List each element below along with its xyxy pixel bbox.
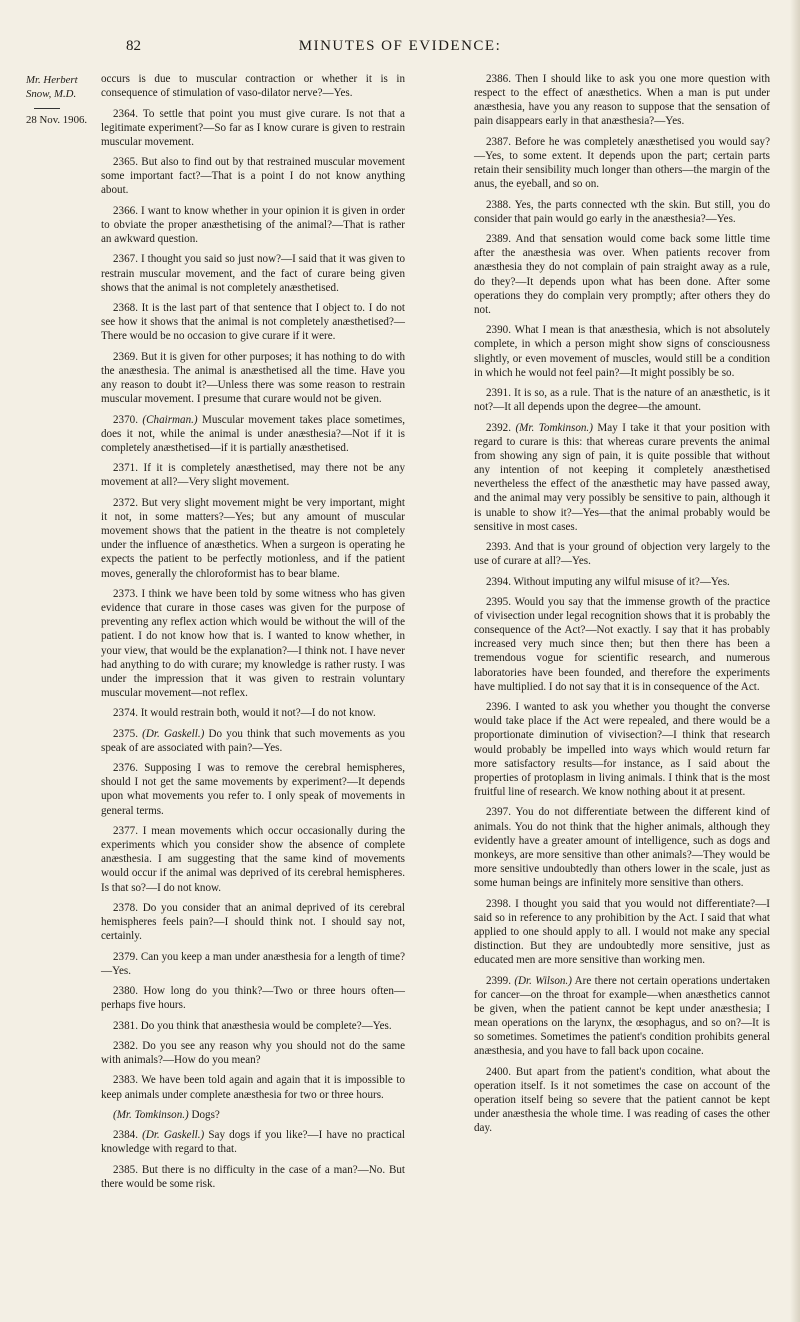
evidence-paragraph: 2383. We have been told again and again that it is impossible to keep animals under complete anæsthesia for two or three hours.: [101, 1074, 405, 1101]
page-number: 82: [126, 38, 141, 54]
page-edge-shadow: [790, 0, 800, 1322]
evidence-paragraph: 2395. Would you say that the immense growth of the practice of vivisection under legal recognition shows that it is probably the consequence of the Act?—Not exactly. I say that it has probably increased very much since then; but then there has been a tremendous vogue for scientific research, and numerous laboratories have been founded, and therefore the experiments have multiplied. I do not say that it is in consequence of the Act.: [474, 595, 770, 693]
evidence-paragraph: 2369. But it is given for other purposes; it has nothing to do with the anæsthesia. The animal is anæsthetised all the time. Have you any reason to doubt it?—Unless there was some reason to restrain muscular movement. I presume that curare would not be given.: [101, 350, 405, 406]
evidence-paragraph: 2372. But very slight movement might be very important, might it not, in some matters?—Yes; but any amount of muscular movement shows that the patient in the theatre is not completely under the influence of anæsthetics. When a surgeon is operating he expects the patient to be perfectly motionless, and if the patient moves, generally the chloroformist has to bear blame.: [101, 496, 405, 580]
evidence-paragraph: 2376. Supposing I was to remove the cerebral hemispheres, should I not get the same movements by experiment?—It depends upon what movements you refer to. I only speak of movements in general terms.: [101, 762, 405, 817]
margin-date: 28 Nov. 1906.: [26, 114, 88, 127]
evidence-paragraph: 2373. I think we have been told by some witness who has given evidence that curare in those cases was given for the purpose of preventing any reflex action which would be without the will of the patient. I do not know how that is. I wanted to know whether, in your view, that would be the explanation?—I think not. I have never had anything to do with curare; my knowledge is rather rusty. I was under the impression that it was given to restrain voluntary muscular movement—not reflex.: [101, 587, 405, 699]
speaker-attribution: (Dr. Gaskell.): [142, 1129, 205, 1142]
margin-rule: [34, 108, 60, 109]
evidence-paragraph: 2397. You do not differentiate between the different kind of animals. You do not think that the higher animals, although they evidently have a greater amount of intelligence, such as dogs and monkeys, are more sensitive than other animals?—They would be more sensitive undoubtedly than others lower in the scale, just as some human beings are infinitely more sensitive than others.: [474, 806, 770, 890]
evidence-paragraph: 2384. (Dr. Gaskell.) Say dogs if you like?—I have no practical knowledge with regard to that.: [101, 1129, 405, 1156]
evidence-paragraph: 2398. I thought you said that you would not differentiate?—I said so in reference to any prohibition by the Act. I said that what applied to one should apply to all. I would not make any special distinction. But they are undoubtedly more sensitive, just as educated men are more sensitive than working men.: [474, 897, 770, 967]
evidence-paragraph: 2387. Before he was completely anæsthetised you would say?—Yes, to some extent. It depends upon the part; certain parts retain their sensibility much longer than others—the margin of the anus, the eyeball, and so on.: [474, 135, 770, 191]
speaker-attribution: (Mr. Tomkinson.): [113, 1108, 189, 1121]
right-column: [474, 72, 770, 1142]
evidence-paragraph: 2367. I thought you said so just now?—I said that it was given to restrain muscular movement, and the fact of curare being given shows that the animal is not completely anæsthetised.: [101, 253, 405, 294]
speaker-attribution: (Dr. Wilson.): [514, 974, 572, 987]
running-title: MINUTES OF EVIDENCE:: [298, 38, 502, 54]
evidence-paragraph: 2374. It would restrain both, would it not?—I do not know.: [113, 707, 376, 720]
evidence-paragraph: 2385. But there is no difficulty in the case of a man?—No. But there would be some risk.: [101, 1163, 405, 1190]
evidence-paragraph: 2378. Do you consider that an animal deprived of its cerebral hemispheres feels pain?—I should think not. I should say not, certainly.: [101, 901, 405, 943]
evidence-paragraph: 2366. I want to know whether in your opinion it is given in order to obviate the proper anæsthetising of the animal?—That is rather an awkward question.: [101, 204, 405, 246]
evidence-paragraph: 2391. It is so, as a rule. That is the nature of an anæsthetic, is it not?—It all depends upon the degree—the amount.: [474, 387, 770, 414]
evidence-paragraph: 2400. But apart from the patient's condition, what about the operation itself. Is it not sometimes the case on account of the operation itself being so severe that the patient cannot be kept under anæsthesia the whole time. I was reading of cases the other day.: [474, 1065, 770, 1135]
evidence-paragraph: 2371. If it is completely anæsthetised, may there not be any movement at all?—Very slight movement.: [101, 462, 405, 489]
margin-note: [26, 73, 96, 128]
page-header: [0, 38, 800, 58]
evidence-paragraph: 2370. (Chairman.) Muscular movement takes place sometimes, does it not, while the animal is under anæsthesia?—Not if it is completely anæsthetised—if it is partially anæsthetised.: [101, 413, 405, 454]
evidence-paragraph: 2382. Do you see any reason why you should not do the same with animals?—How do you mean?: [101, 1039, 405, 1067]
evidence-paragraph: 2389. And that sensation would come back some little time after the anæsthesia was over. When patients recover from anæsthesia they do not complain of pain straight away as a rule, do they?—It depends upon what has been done. After some operations they do complain very promptly; after others they do not.: [474, 233, 770, 316]
speaker-attribution: (Dr. Gaskell.): [142, 727, 205, 740]
evidence-paragraph: 2396. I wanted to ask you whether you thought the converse would take place if the Act were repealed, and there would be a proportionate diminution of vivisection?—I think that research would probably be impelled into ways which would return far more satisfactory results—for instance, as I said about the properties of protoplasm in living animals. I think that is the most fruitful line of research. We know nothing about it at present.: [474, 701, 770, 799]
evidence-paragraph: 2380. How long do you think?—Two or three hours often—perhaps five hours.: [101, 985, 405, 1012]
evidence-paragraph: 2394. Without imputing any wilful misuse of it?—Yes.: [486, 575, 730, 588]
evidence-paragraph: 2381. Do you think that anæsthesia would be complete?—Yes.: [113, 1019, 392, 1032]
evidence-paragraph: 2368. It is the last part of that sentence that I object to. I do not see how it shows that the animal is not completely anæsthetised?—There would be no occasion to give curare if it were.: [101, 302, 405, 343]
evidence-paragraph: (Mr. Tomkinson.) Dogs?: [113, 1108, 220, 1121]
evidence-paragraph: 2390. What I mean is that anæsthesia, which is not absolutely complete, in which a person might show signs of consciousness slightly, or even movement of muscles, would still be a condition in which he would not feel pain?—It might possibly be so.: [474, 324, 770, 379]
evidence-paragraph: 2388. Yes, the parts connected wth the skin. But still, you do consider that pain would go early in the anæsthesia?—Yes.: [474, 198, 770, 225]
speaker-attribution: (Mr. Tomkinson.): [515, 421, 593, 434]
evidence-paragraph: 2364. To settle that point you must give curare. Is not that a legitimate experiment?—So far as I know curare is given to restrain muscular movement.: [101, 107, 405, 148]
evidence-paragraph: 2365. But also to find out by that restrained muscular movement some important fact?—That is a point I do not know anything about.: [101, 156, 405, 197]
evidence-paragraph: occurs is due to muscular contraction or whether it is in consequence of stimulation of vaso-dilator nerve?—Yes.: [101, 73, 405, 100]
evidence-paragraph: 2377. I mean movements which occur occasionally during the experiments which you consider show the absence of complete anæsthesia. I am suggesting that the same kind of movements would occur if the animal was deprived of its cerebral hemispheres. Is that so?—I do not know.: [101, 824, 405, 894]
speaker-attribution: (Chairman.): [142, 413, 198, 426]
evidence-paragraph: 2386. Then I should like to ask you one more question with respect to the effect of anæsthetics. When a man is put under anæsthesia, have you any reason to suppose that the sensation of pain disappears early in that anæsthesia?—Yes.: [474, 73, 770, 128]
margin-witness: Mr. Herbert Snow, M.D.: [26, 74, 78, 101]
evidence-paragraph: 2392. (Mr. Tomkinson.) May I take it that your position with regard to curare is this: that whereas curare prevents the animal from showing any sign of pain, it is quite possible that without any intention of not keeping it completely anæsthetised nevertheless the effect of the anæsthetic may have passed away, and the animal may very possibly be sensitive to pain, although it is unable to show it?—Yes—that the animal probably would be sensitive in most cases.: [474, 421, 770, 533]
evidence-paragraph: 2375. (Dr. Gaskell.) Do you think that such movements as you speak of are associated with pain?—Yes.: [101, 727, 405, 754]
evidence-paragraph: 2399. (Dr. Wilson.) Are there not certain operations undertaken for cancer—on the throat for example—when anæsthetics cannot be given, when the patient cannot be kept under anæsthesia; I mean operations on the larynx, the œsophagus, and so on?—It is so sometimes. Sometimes the patient's condition prohibits general anæsthesia, and you have to fall back upon cocaine.: [474, 974, 771, 1058]
evidence-paragraph: 2393. And that is your ground of objection very largely to the use of curare at all?—Yes.: [474, 541, 770, 568]
evidence-paragraph: 2379. Can you keep a man under anæsthesia for a length of time?—Yes.: [101, 950, 405, 977]
left-column: [101, 72, 405, 1197]
